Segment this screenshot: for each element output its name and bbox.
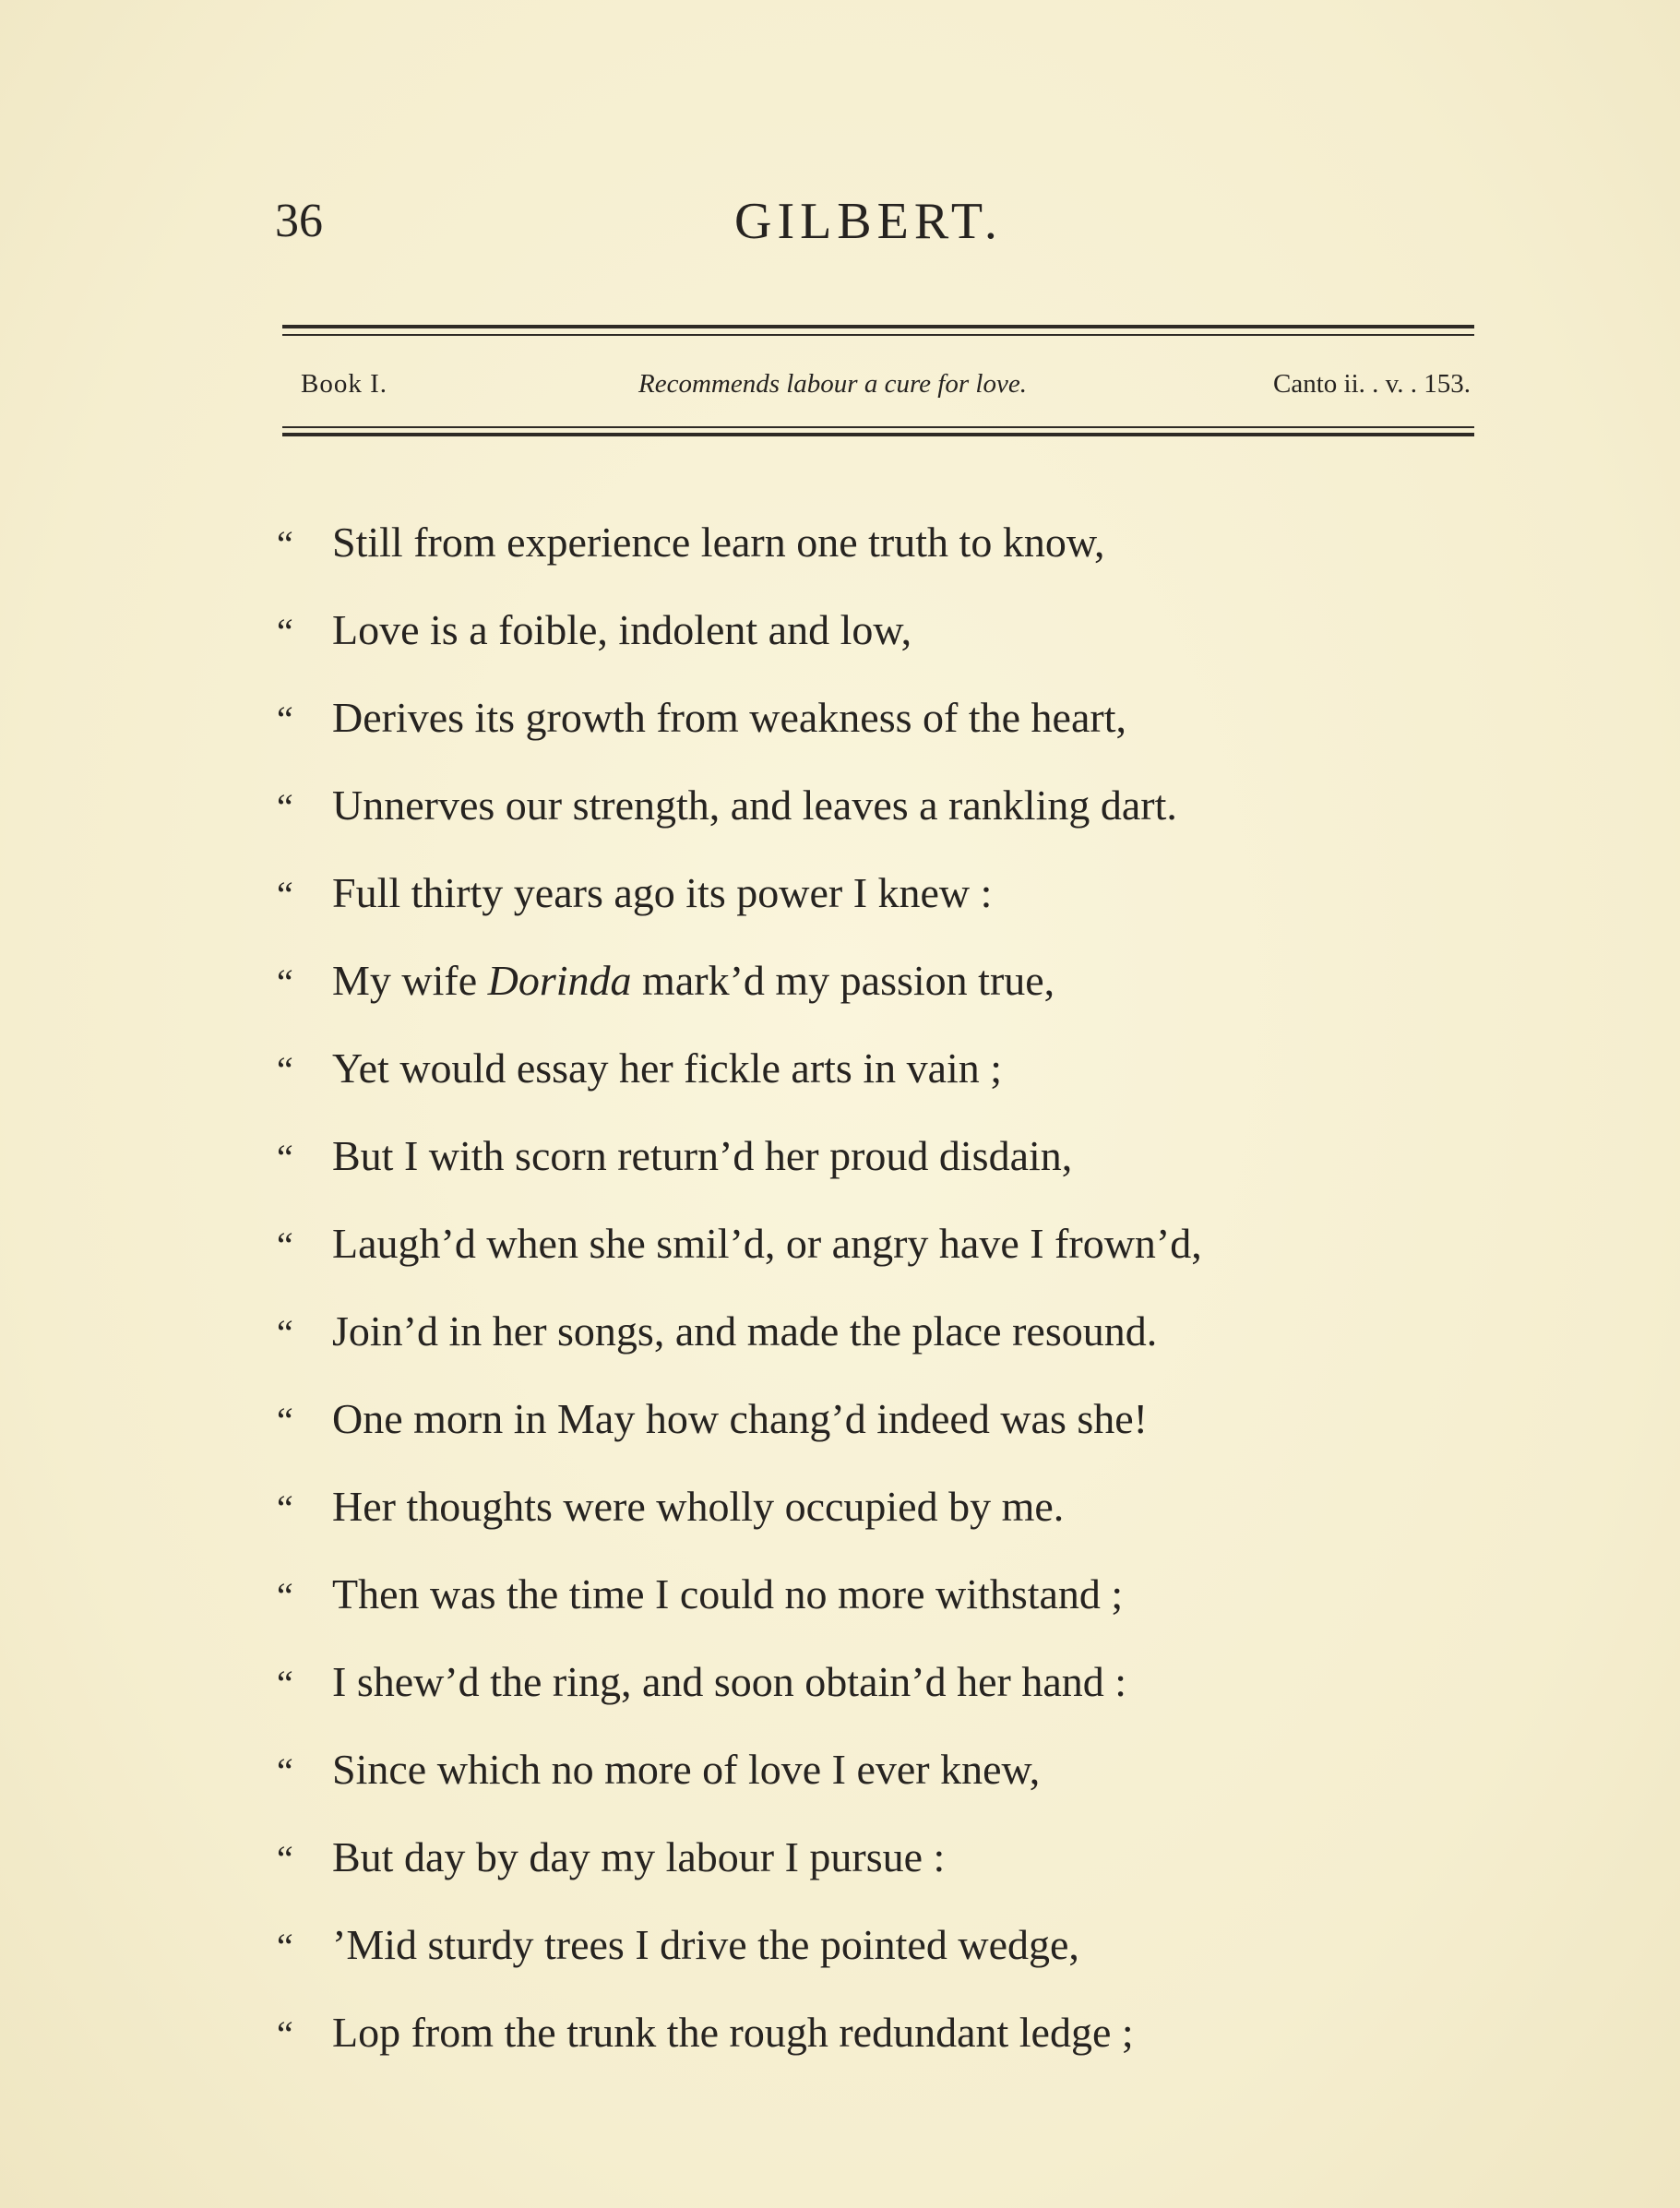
verse-line (277, 1375, 1476, 1462)
headline (301, 362, 1471, 406)
verse-text: ’Mid sturdy trees I drive the pointed wedge, (332, 1921, 1079, 1968)
verse-text: Since which no more of love I ever knew, (332, 1746, 1041, 1793)
verse-text (332, 957, 1054, 1004)
verse-text: Laugh’d when she smil’d, or angry have I frown’d, (332, 1220, 1202, 1267)
verse-text: Love is a foible, indolent and low, (332, 606, 912, 653)
headline-subject: Recommends labour a cure for love. (638, 369, 1027, 399)
verse-text: Derives its growth from weakness of the heart, (332, 694, 1126, 741)
page-number: 36 (275, 195, 323, 247)
opening-quote: “ (277, 1224, 293, 1266)
verse-line (277, 1813, 1476, 1901)
verse-line (277, 1988, 1476, 2076)
opening-quote: “ (277, 961, 293, 1003)
opening-quote: “ (277, 1049, 293, 1091)
opening-quote: “ (277, 523, 293, 565)
verse-line (277, 761, 1476, 849)
verse-text: Still from experience learn one truth to know, (332, 519, 1105, 566)
opening-quote: “ (277, 1926, 293, 1967)
opening-quote: “ (277, 1838, 293, 1880)
verse-line (277, 937, 1476, 1024)
opening-quote: “ (277, 1750, 293, 1792)
verse-line (277, 1024, 1476, 1112)
verse-text-after: mark’d my passion true, (631, 957, 1055, 1004)
verse-text: One morn in May how chang’d indeed was she! (332, 1395, 1148, 1442)
verse-line (277, 1112, 1476, 1199)
opening-quote: “ (277, 611, 293, 652)
verse-list (277, 498, 1476, 2076)
verse-line (277, 1725, 1476, 1813)
verse-text: Full thirty years ago its power I knew : (332, 869, 993, 916)
verse-line (277, 849, 1476, 937)
verse-line (277, 586, 1476, 674)
opening-quote: “ (277, 1400, 293, 1441)
opening-quote: “ (277, 1663, 293, 1704)
headline-bottom-rule (282, 433, 1474, 436)
verse-line (277, 1462, 1476, 1550)
headline-book: Book I. (301, 369, 387, 399)
verse-text: Lop from the trunk the rough redundant ledge ; (332, 2009, 1134, 2056)
opening-quote: “ (277, 874, 293, 915)
opening-quote: “ (277, 1487, 293, 1529)
verse-line (277, 498, 1476, 586)
verse-line (277, 1901, 1476, 1988)
running-title: GILBERT. (734, 193, 1003, 250)
character-name: Dorinda (487, 957, 632, 1004)
opening-quote: “ (277, 786, 293, 828)
opening-quote: “ (277, 1575, 293, 1617)
verse-text: Yet would essay her fickle arts in vain ; (332, 1044, 1003, 1092)
opening-quote: “ (277, 1137, 293, 1178)
verse-text: Unnerves our strength, and leaves a rankling dart. (332, 782, 1177, 829)
opening-quote: “ (277, 2013, 293, 2055)
verse-line (277, 1287, 1476, 1375)
verse-text: But day by day my labour I pursue : (332, 1833, 946, 1880)
headline-canto: Canto ii. . v. . 153. (1272, 369, 1471, 399)
opening-quote: “ (277, 1312, 293, 1354)
opening-quote: “ (277, 698, 293, 740)
verse-line (277, 1550, 1476, 1638)
headline-top-rule-thin (282, 334, 1474, 336)
verse-line (277, 1199, 1476, 1287)
headline-bottom-rule-thin (282, 426, 1474, 428)
verse-text: Join’d in her songs, and made the place resound. (332, 1307, 1158, 1355)
verse-text: I shew’d the ring, and soon obtain’d her hand : (332, 1658, 1127, 1705)
verse-line (277, 674, 1476, 761)
headline-top-rule (282, 325, 1474, 328)
verse-text: Her thoughts were wholly occupied by me. (332, 1483, 1065, 1530)
verse-text: Then was the time I could no more withstand ; (332, 1570, 1124, 1617)
verse-text: But I with scorn return’d her proud disdain, (332, 1132, 1073, 1179)
verse-line (277, 1638, 1476, 1725)
verse-text-before: My wife (332, 957, 488, 1004)
